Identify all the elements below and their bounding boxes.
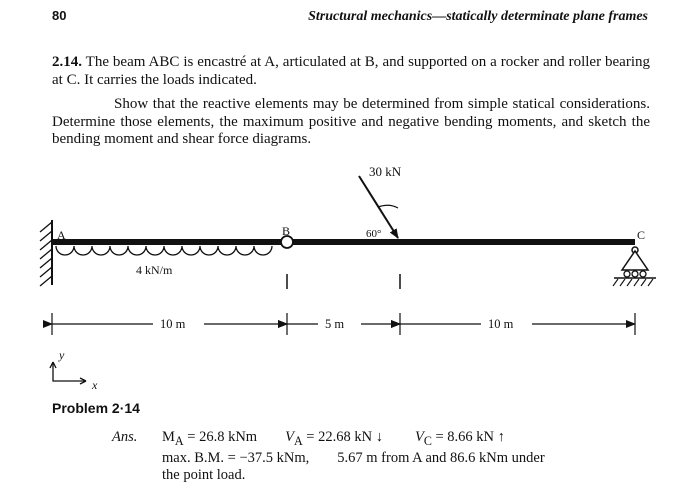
answer-line-3: the point load.: [162, 466, 246, 483]
label-b: B: [282, 224, 291, 238]
axis-x-label: x: [92, 378, 98, 392]
problem-text-2: Show that the reactive elements may be determined from simple statical considerations. Determine those elements, the maximum positive and negative bending moments, and sketch the bending moment and shear force diagrams.: [52, 96, 650, 147]
label-c: C: [637, 228, 646, 242]
answer-bm-location: 5.67 m from A and 86.6 kNm under: [337, 449, 545, 466]
angle-arc: [378, 205, 398, 208]
label-a: A: [57, 228, 66, 242]
point-load-label: 30 kN: [369, 164, 402, 179]
dimension-bd: 5 m: [325, 317, 345, 331]
problem-number: 2.14.: [52, 54, 82, 70]
dimension-dc: 10 m: [488, 317, 514, 331]
distributed-load: [56, 246, 272, 255]
answer-vc: $V_C = 8.66$ kN ↑: [414, 429, 505, 448]
coordinate-axes: [50, 362, 86, 384]
answer-max-bm: max. B.M. = −37.5 kNm,: [162, 449, 310, 466]
axis-y-label: y: [59, 348, 65, 362]
answer-block: [112, 429, 545, 484]
answer-line-2: [112, 450, 545, 467]
roller-support-c: [613, 247, 656, 286]
answer-ma: $M_A = 26.8$ kNm: [162, 429, 258, 448]
answer-va: $V_A = 22.68$ kN ↓: [285, 429, 383, 448]
load-angle-label: 60°: [366, 228, 382, 240]
page-number: 80: [52, 8, 67, 23]
udl-label: 4 kN/m: [136, 263, 173, 277]
answer-label: Ans.: [112, 429, 138, 445]
running-title: Structural mechanics—statically determinate plane frames: [308, 9, 648, 24]
figure-caption: Problem 2·14: [52, 400, 140, 416]
fixed-support-a: [40, 220, 52, 286]
dimension-ab: 10 m: [160, 317, 186, 331]
problem-text-1: The beam ABC is encastré at A, articulated at B, and supported on a rocker and roller bearing at C. It carries the loads indicated.: [52, 54, 650, 88]
answer-line-1: [112, 429, 545, 450]
